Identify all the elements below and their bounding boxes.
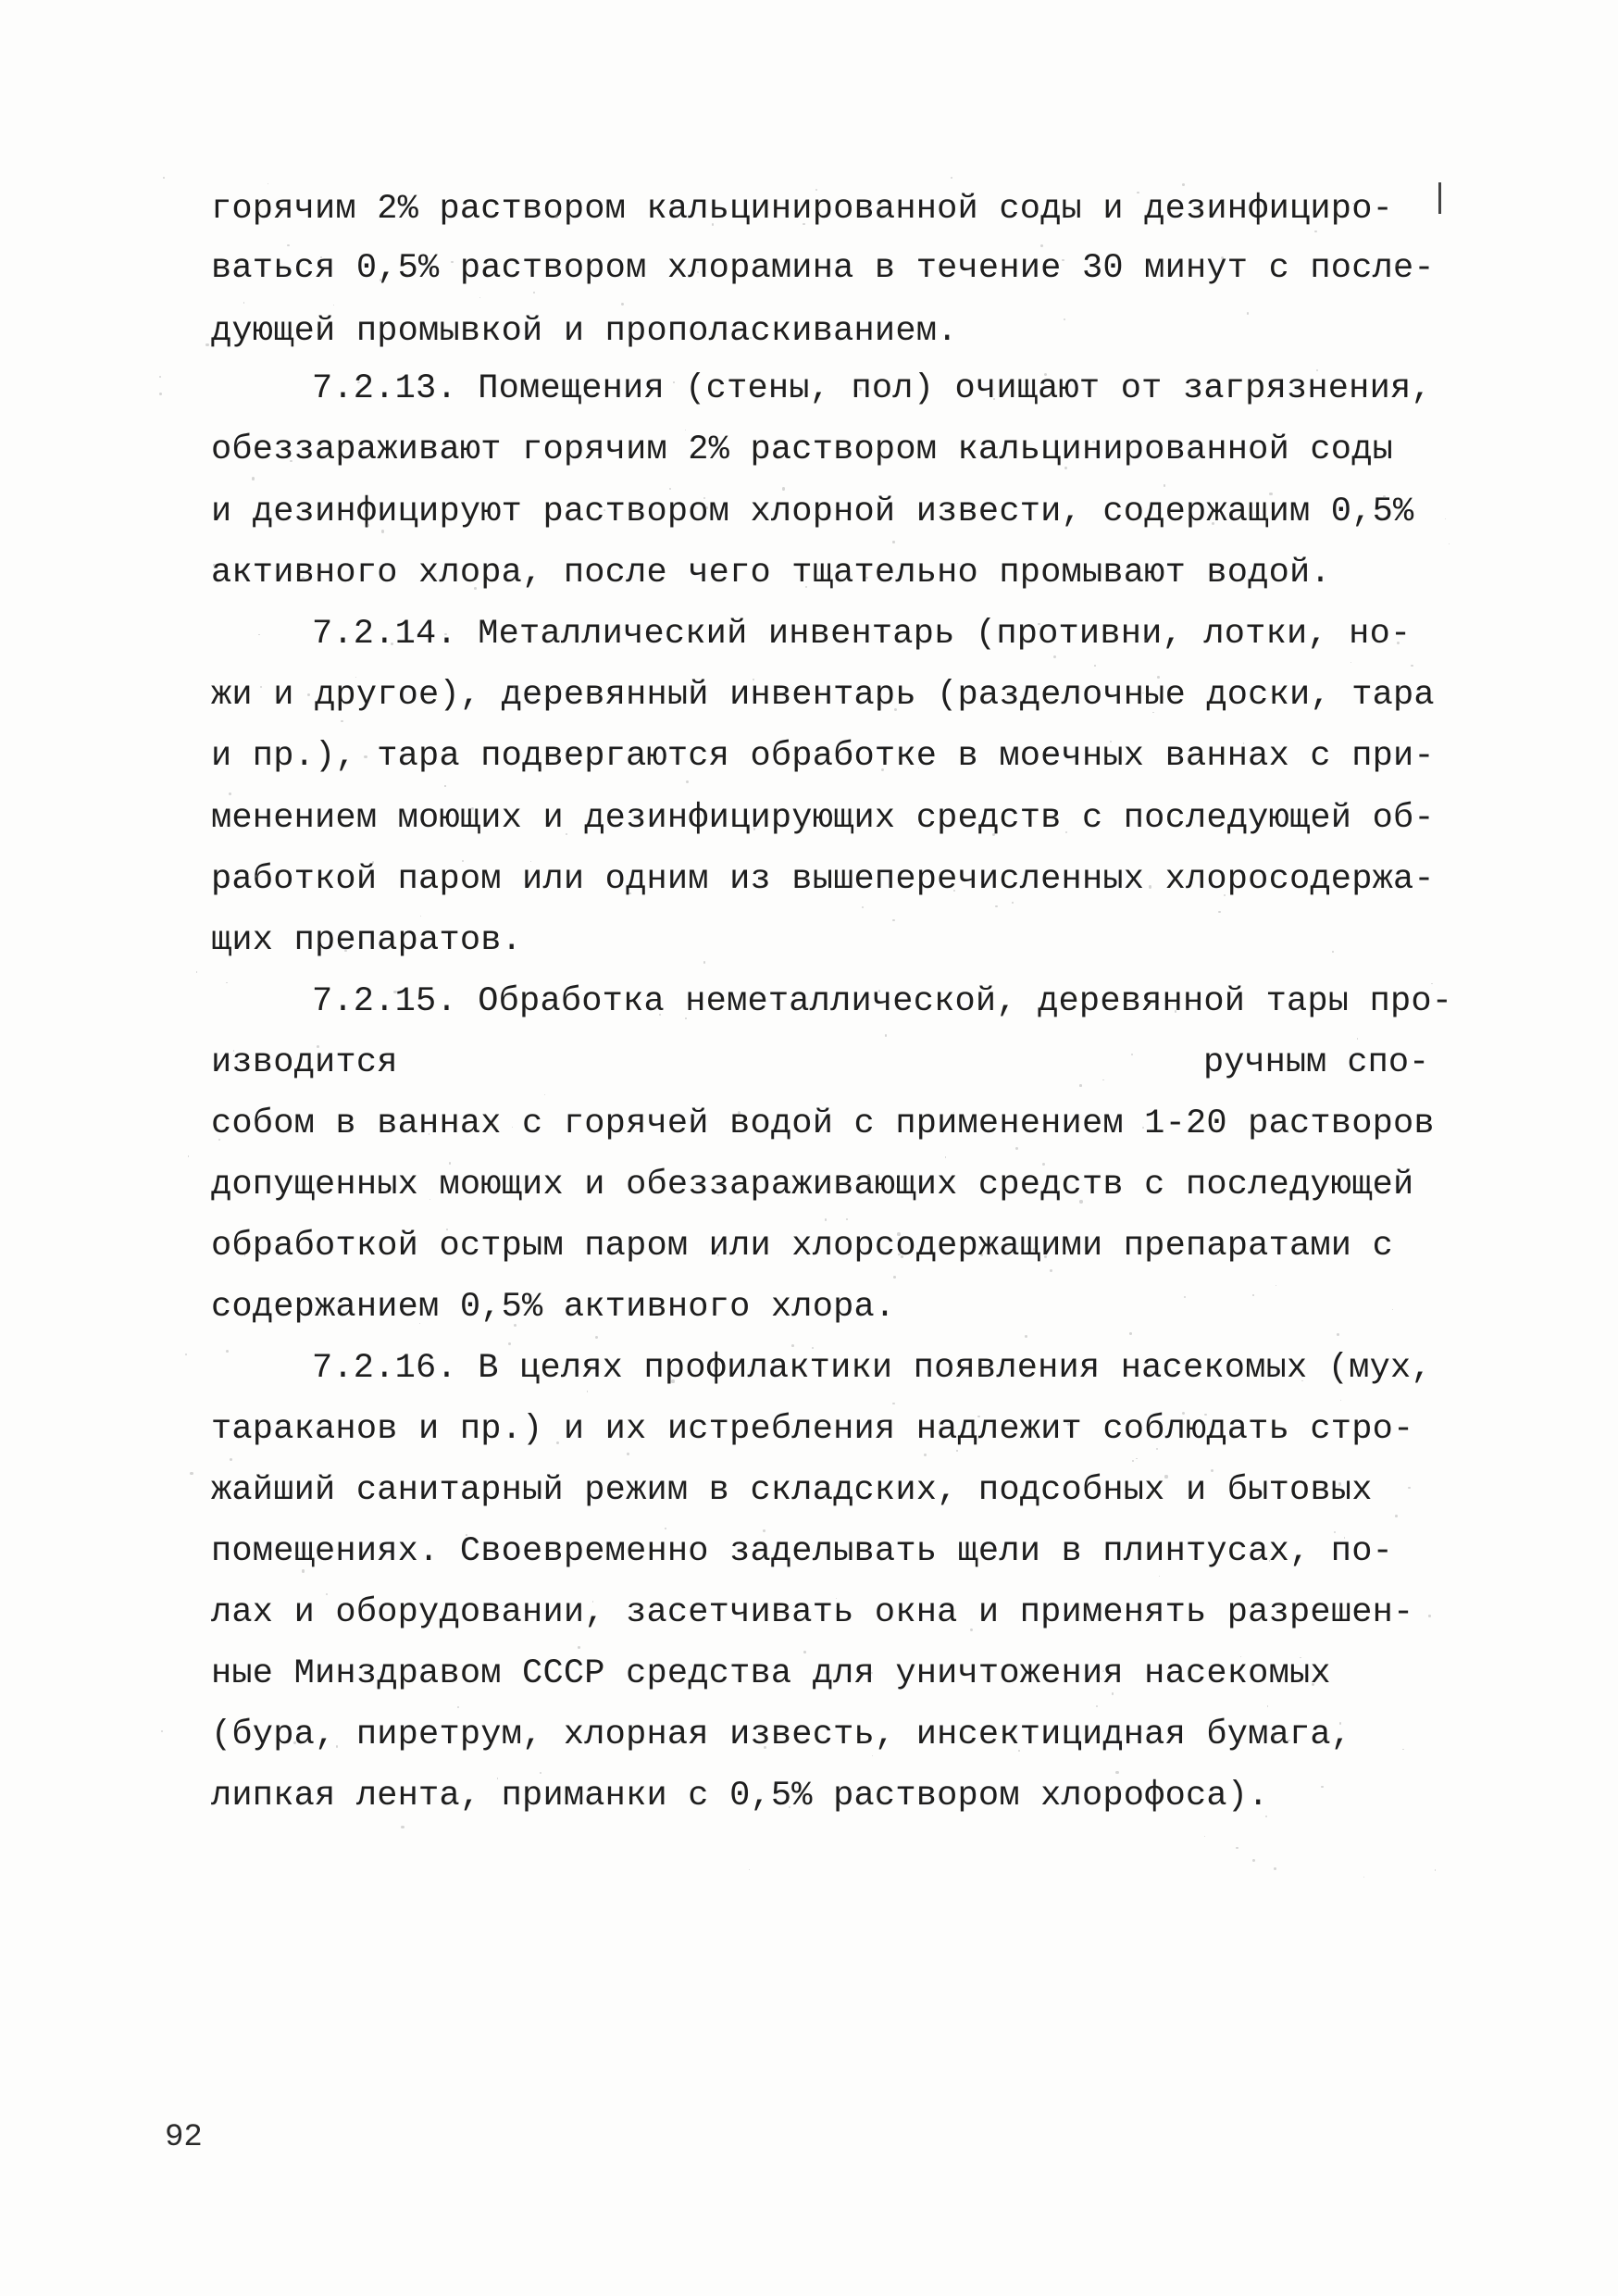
- section-7-2-15-heading-line: 7.2.15. Обработка неметаллической, деревянной тары про-: [312, 982, 1453, 1021]
- scan-speck: [1240, 1656, 1241, 1657]
- text-line: и пр.), тара подвергаются обработке в моечных ваннах с при-: [211, 737, 1435, 776]
- scan-speck: [803, 1651, 806, 1653]
- scan-speck: [373, 1302, 375, 1304]
- scan-speck: [326, 1593, 328, 1595]
- scan-speck: [1301, 569, 1302, 571]
- scan-speck: [161, 1730, 163, 1732]
- scan-speck: [1152, 712, 1153, 713]
- scan-speck: [1236, 1847, 1238, 1849]
- scan-speck: [892, 541, 895, 543]
- scan-speck: [293, 1741, 296, 1744]
- text-line: жайший санитарный режим в складских, подсобных и бытовых: [211, 1471, 1373, 1510]
- scan-speck: [544, 1094, 545, 1095]
- scan-speck: [1012, 902, 1014, 904]
- scan-speck: [163, 177, 165, 179]
- scan-speck: [1340, 1400, 1341, 1401]
- scan-speck: [1300, 1657, 1301, 1659]
- scan-speck: [893, 1276, 896, 1279]
- scan-speck: [230, 1458, 232, 1461]
- text-line: лах и оборудовании, засетчивать окна и применять разрешен-: [211, 1593, 1414, 1632]
- scan-speck: [372, 861, 374, 863]
- text-line: ваться 0,5% раствором хлорамина в течение 30 минут с после-: [211, 249, 1435, 288]
- scan-speck: [1053, 655, 1056, 658]
- scan-speck: [233, 1050, 234, 1051]
- scan-speck: [879, 1488, 881, 1490]
- scan-speck: [791, 1344, 794, 1347]
- scan-speck: [763, 1529, 765, 1532]
- scan-speck: [333, 305, 334, 306]
- scan-speck: [862, 906, 864, 908]
- scan-speck: [1129, 1332, 1132, 1335]
- scan-speck: [1383, 495, 1386, 498]
- scan-speck: [1316, 369, 1318, 371]
- text-line: липкая лента, приманки с 0,5% раствором хлорофоса).: [211, 1777, 1269, 1816]
- scan-speck: [1018, 1750, 1020, 1752]
- scan-speck: [717, 1254, 719, 1256]
- scan-speck: [540, 1772, 541, 1774]
- scan-speck: [344, 950, 347, 953]
- scan-speck: [924, 1454, 927, 1456]
- scan-speck: [1321, 1786, 1324, 1789]
- scan-speck: [1314, 231, 1317, 233]
- scan-speck: [302, 1569, 305, 1572]
- scan-speck: [1269, 493, 1272, 495]
- section-7-2-13-heading-line: 7.2.13. Помещения (стены, пол) очищают от загрязнения,: [312, 369, 1432, 408]
- scan-speck: [290, 460, 292, 463]
- scan-speck: [1132, 1460, 1134, 1462]
- text-line: тараканов и пр.) и их истребления надлежит соблюдать стро-: [211, 1410, 1414, 1449]
- text-line: обработкой острым паром или хлорсодержащими препаратами с: [211, 1227, 1394, 1266]
- scan-speck: [1411, 665, 1413, 667]
- scan-speck: [872, 1755, 873, 1756]
- scan-speck: [1357, 1038, 1358, 1039]
- scan-speck: [554, 215, 557, 218]
- scan-speck: [1038, 623, 1039, 625]
- scan-speck: [1344, 1537, 1345, 1538]
- scan-speck: [956, 1450, 957, 1451]
- scan-speck: [1274, 1867, 1276, 1870]
- scan-speck: [226, 982, 227, 983]
- scan-speck: [753, 679, 754, 680]
- scan-speck: [1449, 543, 1450, 544]
- scan-speck: [1273, 1734, 1275, 1736]
- scan-speck: [451, 261, 453, 263]
- scan-speck: [1050, 1269, 1052, 1272]
- scan-speck: [1269, 1560, 1271, 1562]
- scan-speck: [1221, 256, 1224, 259]
- scan-speck: [1159, 1576, 1160, 1577]
- scan-speck: [1204, 1414, 1206, 1416]
- scan-speck: [665, 1528, 666, 1529]
- scan-speck: [420, 916, 421, 917]
- scan-speck: [1044, 1255, 1046, 1257]
- scan-speck: [1332, 951, 1334, 953]
- scan-speck: [229, 792, 231, 795]
- scan-speck: [1312, 1683, 1314, 1686]
- scan-speck: [205, 343, 208, 346]
- text-line: ные Минздравом СССР средства для уничтожения насекомых: [211, 1654, 1331, 1693]
- scan-speck: [703, 961, 706, 964]
- text-line: дующей промывкой и прополаскиванием.: [211, 312, 958, 351]
- text-line: собом в ваннах с горячей водой с применением 1-20 растворов: [211, 1104, 1435, 1143]
- scan-speck: [1065, 831, 1067, 833]
- scan-speck: [1156, 1448, 1158, 1450]
- scan-speck: [508, 1342, 511, 1345]
- scan-speck: [1025, 1335, 1027, 1338]
- scan-speck: [957, 563, 958, 564]
- scan-speck: [1428, 1615, 1431, 1617]
- text-line: помещениях. Своевременно заделывать щели в плинтусах, по-: [211, 1532, 1394, 1571]
- scan-speck: [466, 1534, 467, 1536]
- scan-speck: [825, 1218, 828, 1221]
- section-7-2-16-heading-line: 7.2.16. В целях профилактики появления насекомых (мух,: [312, 1349, 1432, 1388]
- scan-speck: [1211, 577, 1214, 580]
- scan-speck: [1431, 983, 1432, 984]
- scan-speck: [669, 488, 671, 490]
- scan-speck: [1092, 441, 1095, 443]
- scan-speck: [1015, 1147, 1018, 1150]
- margin-mark: [1438, 182, 1441, 214]
- scan-speck: [1164, 484, 1165, 486]
- scan-speck: [1157, 676, 1160, 679]
- scan-speck: [188, 1155, 189, 1156]
- scan-speck: [1395, 263, 1398, 266]
- scan-speck: [681, 1242, 684, 1245]
- scan-speck: [789, 1806, 790, 1808]
- scan-speck: [462, 860, 464, 862]
- scan-speck: [878, 990, 881, 992]
- scan-speck: [1395, 1515, 1398, 1517]
- scan-speck: [1252, 1859, 1255, 1862]
- scan-speck: [1102, 1079, 1104, 1081]
- scan-speck: [995, 905, 998, 908]
- scan-speck: [479, 297, 480, 298]
- scan-speck: [287, 244, 289, 246]
- scan-speck: [341, 720, 342, 722]
- page-number: 92: [165, 2120, 203, 2155]
- scan-speck: [449, 1162, 452, 1165]
- scan-speck: [474, 587, 477, 590]
- scan-speck: [1339, 1722, 1341, 1724]
- text-line: активного хлора, после чего тщательно промывают водой.: [211, 554, 1331, 593]
- scan-speck: [1363, 1877, 1364, 1878]
- scan-speck: [1408, 1487, 1411, 1490]
- scan-speck: [1252, 1294, 1253, 1295]
- scan-speck: [1392, 1309, 1393, 1310]
- scan-speck: [705, 506, 708, 509]
- text-line: изводится: [211, 1043, 398, 1082]
- scan-speck: [444, 785, 445, 786]
- scan-speck: [1040, 244, 1043, 247]
- scan-speck: [970, 1628, 973, 1631]
- scan-speck: [1142, 1127, 1144, 1129]
- scan-speck: [846, 1218, 848, 1220]
- scan-speck: [1435, 1869, 1437, 1871]
- scan-speck: [1350, 662, 1351, 663]
- scan-speck: [1164, 1475, 1167, 1478]
- scan-speck: [595, 1336, 598, 1339]
- scan-speck: [897, 1232, 900, 1235]
- scan-speck: [1402, 1749, 1404, 1751]
- scan-speck: [1204, 1836, 1206, 1838]
- scan-speck: [1182, 183, 1185, 186]
- text-line: (бура, пиретрум, хлорная известь, инсектицидная бумага,: [211, 1716, 1352, 1754]
- text-line: щих препаратов.: [211, 921, 523, 960]
- scan-speck: [1079, 1200, 1082, 1203]
- scan-speck: [1247, 312, 1250, 315]
- scan-speck: [196, 971, 197, 972]
- text-line-right-part: ручным спо-: [1203, 1043, 1430, 1082]
- scan-speck: [1267, 1705, 1269, 1707]
- scan-speck: [1112, 1692, 1114, 1695]
- scan-speck: [951, 177, 953, 180]
- scan-speck: [977, 1416, 980, 1418]
- scan-speck: [213, 564, 216, 567]
- scan-speck: [671, 1379, 674, 1382]
- scan-speck: [1338, 1482, 1341, 1485]
- scan-speck: [367, 524, 368, 526]
- scan-speck: [533, 292, 535, 293]
- scan-speck: [185, 1354, 187, 1355]
- scan-speck: [898, 1254, 900, 1255]
- scan-speck: [1149, 885, 1151, 888]
- scan-speck: [444, 633, 447, 636]
- text-line: и дезинфицируют раствором хлорной извести, содержащим 0,5%: [211, 493, 1414, 531]
- scan-speck: [446, 1229, 448, 1230]
- scan-speck: [1144, 639, 1147, 642]
- scan-speck: [867, 1174, 870, 1177]
- scan-speck: [901, 1255, 903, 1258]
- scan-speck: [1337, 1333, 1339, 1336]
- scan-speck: [393, 991, 396, 993]
- scan-speck: [753, 828, 755, 830]
- scan-speck: [969, 193, 970, 194]
- scan-speck: [1131, 1054, 1133, 1055]
- scan-speck: [401, 1826, 404, 1828]
- scan-speck: [159, 376, 161, 378]
- scan-speck: [782, 487, 785, 490]
- scan-speck: [892, 1403, 894, 1404]
- scan-speck: [993, 398, 994, 399]
- scan-speck: [686, 780, 689, 783]
- scan-speck: [381, 530, 384, 532]
- scan-speck: [627, 1453, 629, 1455]
- text-line: работкой паром или одним из вышеперечисленных хлоросодержа-: [211, 860, 1435, 899]
- scan-speck: [457, 1706, 459, 1708]
- scan-speck: [1096, 1705, 1099, 1708]
- scan-speck: [578, 1646, 580, 1649]
- scan-speck: [764, 1746, 766, 1749]
- scan-speck: [1265, 1816, 1267, 1817]
- scan-speck: [226, 1350, 229, 1353]
- scan-speck: [859, 387, 862, 390]
- scan-speck: [1115, 1771, 1118, 1774]
- scan-speck: [243, 302, 244, 303]
- scan-speck: [629, 892, 631, 894]
- scan-speck: [1079, 1084, 1082, 1087]
- text-line: горячим 2% раствором кальцинированной соды и дезинфициро-: [211, 190, 1394, 229]
- scan-speck: [258, 634, 259, 635]
- scan-speck: [159, 393, 162, 395]
- scan-speck: [1137, 192, 1139, 194]
- scan-speck: [892, 919, 895, 922]
- scan-speck: [1094, 665, 1096, 667]
- scan-speck: [252, 477, 255, 480]
- scan-speck: [1218, 911, 1220, 913]
- scan-speck: [805, 586, 807, 588]
- text-line: допущенных моющих и обеззараживающих средств с последующей: [211, 1166, 1414, 1204]
- scan-speck: [681, 1180, 683, 1182]
- text-line: менением моющих и дезинфицирующих средств с последующей об-: [211, 799, 1435, 838]
- scan-speck: [255, 875, 257, 878]
- scan-speck: [885, 1034, 887, 1036]
- scan-speck: [1184, 1296, 1186, 1298]
- scan-speck: [945, 1156, 946, 1157]
- scan-speck: [429, 1133, 430, 1135]
- scan-speck: [1136, 1458, 1137, 1459]
- section-7-2-14-heading-line: 7.2.14. Металлический инвентарь (противни, лотки, но-: [312, 615, 1412, 654]
- scan-speck: [1064, 318, 1065, 320]
- text-line: жи и другое), деревянный инвентарь (разделочные доски, тара: [211, 676, 1435, 715]
- scan-speck: [749, 1869, 751, 1871]
- scan-speck: [190, 1472, 193, 1475]
- scan-speck: [530, 861, 531, 862]
- text-line: обеззараживают горячим 2% раствором кальцинированной соды: [211, 430, 1394, 469]
- text-line: содержанием 0,5% активного хлора.: [211, 1288, 896, 1327]
- scan-speck: [1033, 1248, 1036, 1251]
- scan-speck: [621, 303, 624, 306]
- scan-speck: [1445, 518, 1446, 519]
- scan-speck: [1212, 522, 1214, 525]
- scan-speck: [380, 279, 382, 281]
